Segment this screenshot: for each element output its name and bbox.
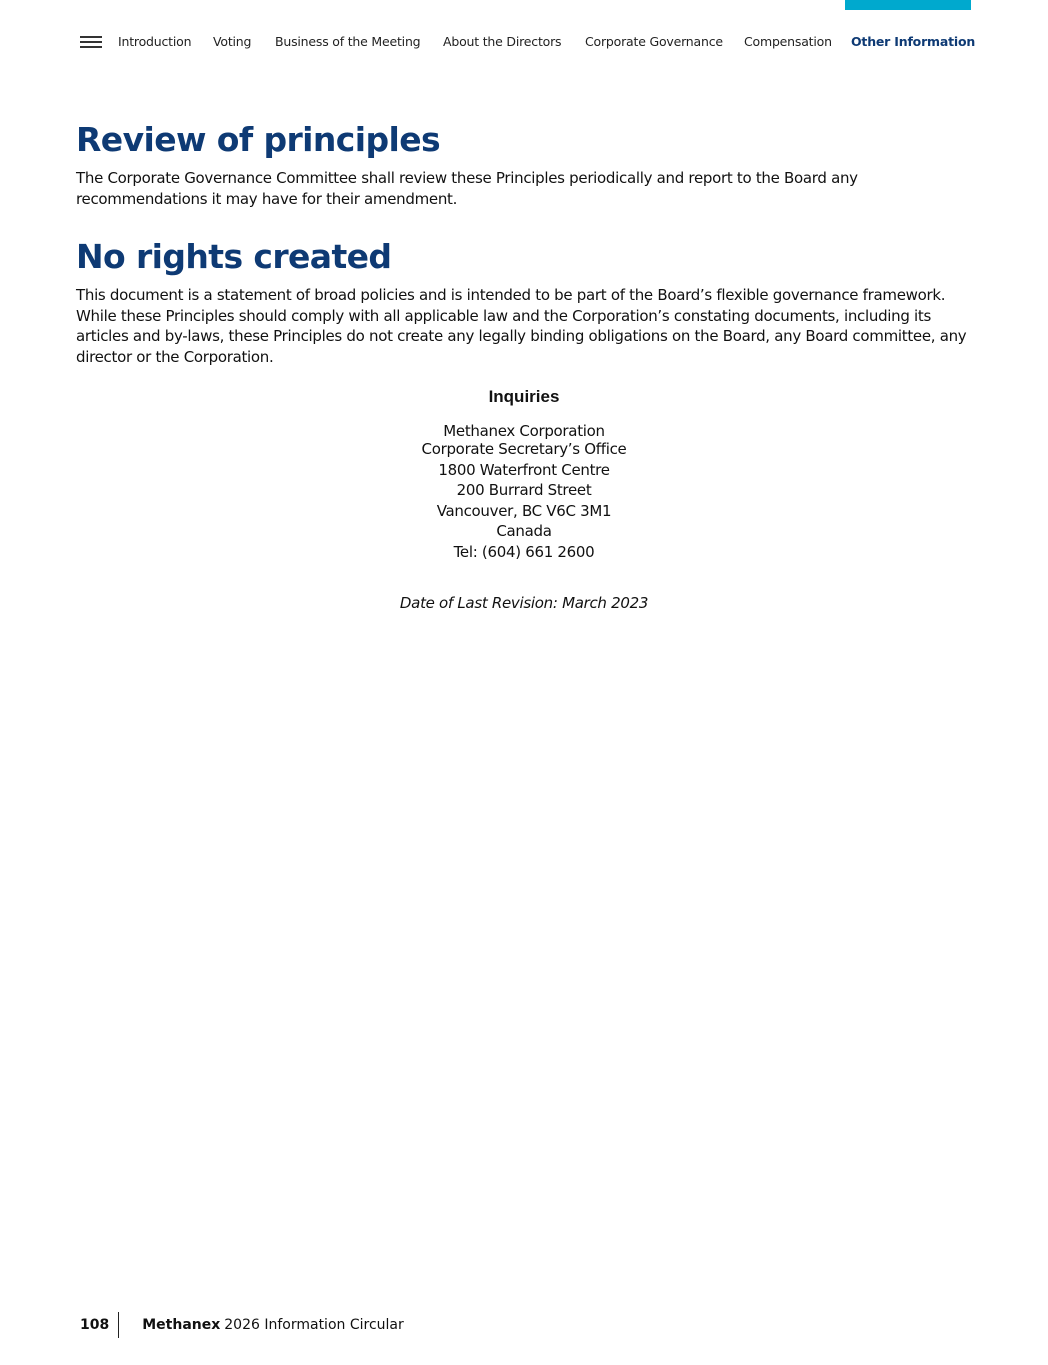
footer-divider (118, 1312, 119, 1338)
address-line: Canada (496, 522, 552, 541)
section-review-of-principles (76, 118, 972, 209)
main-content (76, 118, 972, 368)
section-no-rights-created (76, 235, 972, 367)
footer-brand: Methanex (142, 1317, 221, 1333)
nav-item-about-the-directors[interactable]: About the Directors (443, 34, 562, 49)
top-navigation (0, 32, 1048, 52)
nav-item-compensation[interactable]: Compensation (744, 34, 832, 49)
revision-date: Date of Last Revision: March 2023 (399, 594, 649, 612)
footer-document-title: 2026 Information Circular (224, 1317, 404, 1333)
section-heading: Review of principles (76, 120, 441, 159)
address-line: 200 Burrard Street (456, 481, 592, 500)
section-heading: No rights created (76, 237, 392, 277)
inquiries-block (0, 386, 1048, 563)
address-line: 1800 Waterfront Centre (438, 460, 610, 479)
nav-item-business-of-the-meeting[interactable]: Business of the Meeting (275, 34, 421, 49)
page-footer (80, 1312, 404, 1338)
phone-line: Tel: (604) 661 2600 (453, 542, 595, 561)
address-line: Corporate Secretary’s Office (421, 440, 627, 458)
section-body: The Corporate Governance Committee shall review these Principles periodically and report to the Board any recommendations it may have for their amendment. (76, 169, 858, 208)
inquiries-title: Inquiries (488, 387, 560, 406)
nav-item-introduction[interactable]: Introduction (118, 34, 192, 49)
nav-item-corporate-governance[interactable]: Corporate Governance (585, 34, 723, 49)
address-line: Vancouver, BC V6C 3M1 (436, 501, 612, 520)
nav-item-voting[interactable]: Voting (213, 34, 252, 49)
section-body: This document is a statement of broad policies and is intended to be part of the Board’s flexible governance framework. While these Principles should comply with all applicable law and the Corporation’s constating documents, including its articles and by-laws, these Principles do not create any legally binding obligations on the Board, any Board committee, any director or the Corporation. (76, 286, 967, 366)
hamburger-menu-icon[interactable] (80, 36, 102, 50)
address-line: Methanex Corporation (443, 422, 605, 440)
nav-item-other-information[interactable]: Other Information (851, 34, 976, 49)
page-number: 108 (80, 1317, 110, 1333)
active-section-indicator (845, 0, 971, 10)
